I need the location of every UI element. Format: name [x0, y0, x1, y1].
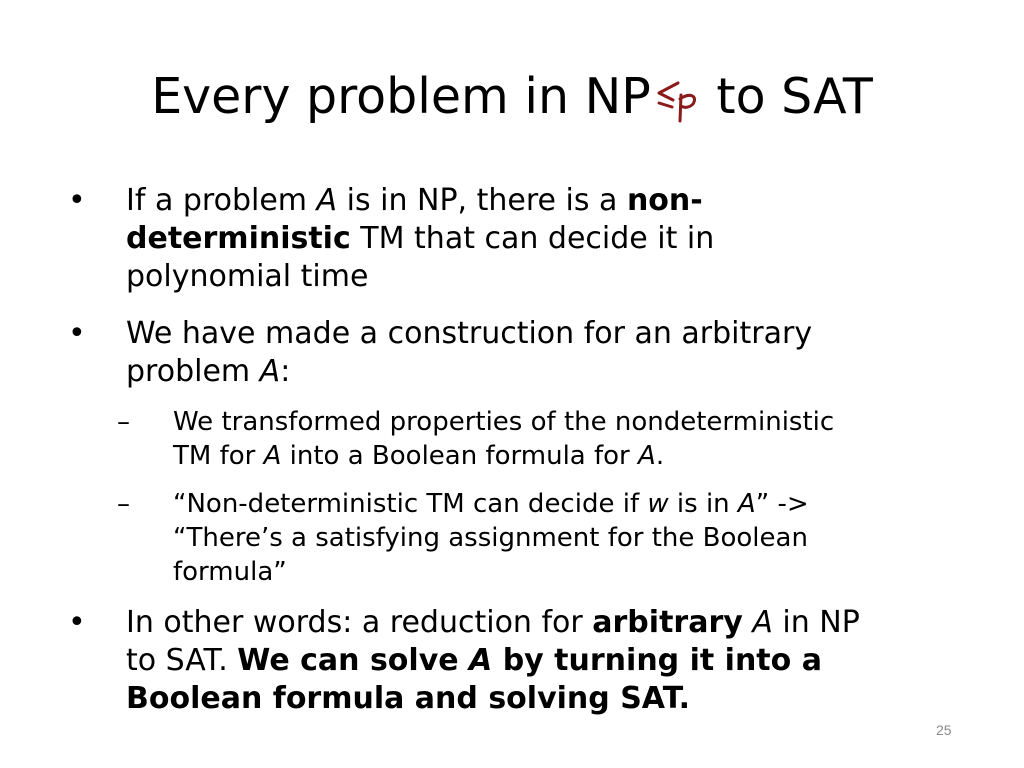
- title-before: Every problem in NP: [151, 68, 651, 125]
- text-run: We have made a construction for an arbitrary: [126, 316, 813, 351]
- bullet-line: [126, 353, 290, 391]
- text-run: “There’s a satisfying assignment for the Boolean: [173, 523, 808, 553]
- bullet-line: [126, 258, 368, 296]
- text-run: is in NP, there is a: [337, 183, 627, 218]
- bullet-line: [126, 220, 714, 258]
- text-run: is in: [668, 489, 738, 519]
- bullet-marker: •: [68, 316, 86, 351]
- bullet-marker: •: [68, 183, 86, 218]
- text-run: In other words: a reduction for: [126, 605, 593, 640]
- sub-bullet-line: [173, 439, 664, 473]
- bullet-line: [126, 680, 690, 718]
- text-run: If a problem: [126, 183, 317, 218]
- slide-number: 25: [936, 722, 952, 738]
- text-run: .: [655, 441, 665, 471]
- text-run: non-: [626, 183, 703, 218]
- text-run: TM that can decide it in: [350, 221, 715, 256]
- text-run: into a Boolean formula for: [281, 441, 639, 471]
- text-run: A: [263, 441, 282, 471]
- sub-bullet-line: [173, 555, 287, 589]
- text-run: A: [469, 643, 493, 678]
- text-run: A: [737, 489, 756, 519]
- bullet-line: [126, 315, 812, 353]
- text-run: ” ->: [755, 489, 809, 519]
- text-run: We can solve: [237, 643, 470, 678]
- text-run: problem: [126, 354, 260, 389]
- text-run: polynomial time: [126, 259, 369, 294]
- sub-bullet-line: [173, 487, 809, 521]
- text-run: arbitrary: [592, 605, 743, 640]
- sub-bullet-marker: –: [117, 407, 130, 437]
- text-run: A: [259, 354, 281, 389]
- bullet-marker: •: [68, 605, 86, 640]
- text-run: A: [752, 605, 773, 640]
- bullet-line: [126, 182, 703, 220]
- text-run: [743, 605, 753, 640]
- sub-bullet-line: [173, 521, 808, 555]
- bullet-line: [126, 642, 822, 680]
- sub-bullet-marker: –: [117, 489, 130, 519]
- sub-bullet-line: [173, 405, 834, 439]
- text-run: :: [280, 354, 291, 389]
- text-run: “Non-deterministic TM can decide if: [173, 489, 648, 519]
- text-run: A: [316, 183, 338, 218]
- text-run: by turning it into a: [492, 643, 822, 678]
- text-run: to SAT.: [126, 643, 238, 678]
- text-run: formula”: [173, 557, 287, 587]
- bullet-line: [126, 604, 860, 642]
- text-run: in NP: [772, 605, 860, 640]
- text-run: We transformed properties of the nondeterministic: [173, 407, 835, 437]
- title-after: to SAT: [700, 68, 873, 125]
- text-run: Boolean formula and solving SAT.: [126, 681, 690, 716]
- text-run: w: [647, 489, 669, 519]
- text-run: TM for: [173, 441, 264, 471]
- text-run: A: [638, 441, 656, 471]
- text-run: deterministic: [126, 221, 351, 256]
